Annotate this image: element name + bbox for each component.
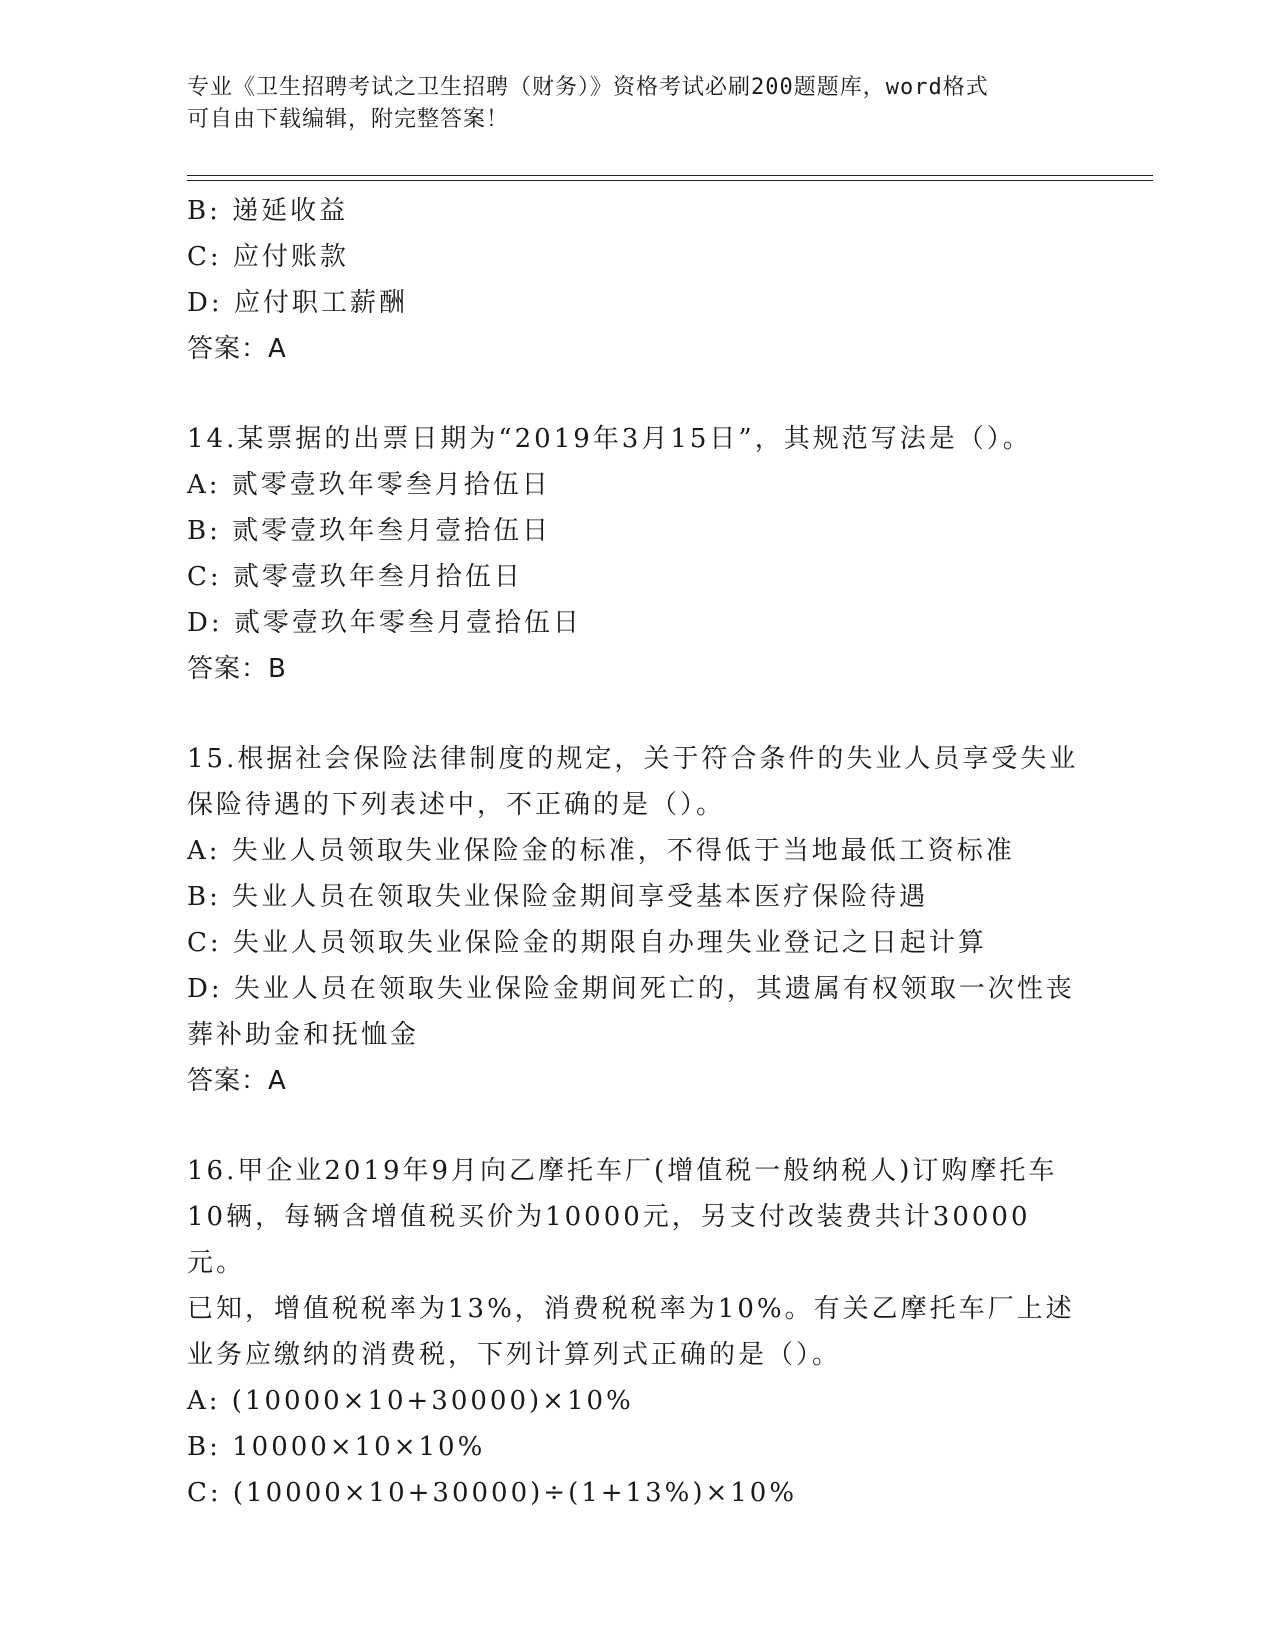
- q15-option-d: D: 失业人员在领取失业保险金期间死亡的，其遗属有权领取一次性丧: [187, 974, 1075, 1004]
- q14-option-c: C: 贰零壹玖年叁月拾伍日: [187, 562, 523, 592]
- q13-option-c: C: 应付账款: [187, 242, 349, 272]
- q16-question-line-4: 业务应缴纳的消费税，下列计算列式正确的是（）。: [187, 1340, 842, 1370]
- q14-answer: 答案：B: [187, 654, 287, 684]
- q15-option-c: C: 失业人员领取失业保险金的期限自办理失业登记之日起计算: [187, 928, 987, 958]
- q15-question-line-1: 15.根据社会保险法律制度的规定，关于符合条件的失业人员享受失业: [187, 744, 1079, 774]
- header-divider-top: [187, 175, 1153, 176]
- q15-option-a: A: 失业人员领取失业保险金的标准，不得低于当地最低工资标准: [187, 836, 1015, 866]
- q13-option-d: D: 应付职工薪酬: [187, 288, 408, 318]
- q13-answer: 答案：A: [187, 334, 287, 364]
- document-header: [187, 72, 1067, 136]
- q13-option-b: B: 递延收益: [187, 196, 349, 226]
- q14-question: 14.某票据的出票日期为“2019年3月15日”，其规范写法是（）。: [187, 424, 1032, 454]
- spacer: [187, 372, 1087, 416]
- q16-question-line-3: 已知，增值税税率为13%，消费税税率为10%。有关乙摩托车厂上述: [187, 1294, 1075, 1324]
- q16-question-line-1: 16.甲企业2019年9月向乙摩托车厂(增值税一般纳税人)订购摩托车: [187, 1156, 1058, 1186]
- header-line-2: 可自由下载编辑，附完整答案！: [187, 107, 510, 132]
- question-content: [187, 188, 1087, 1516]
- spacer: [187, 1104, 1087, 1148]
- q15-answer: 答案：A: [187, 1066, 287, 1096]
- q14-option-a: A: 贰零壹玖年零叁月拾伍日: [187, 470, 551, 500]
- q16-option-a: A: (10000×10+30000)×10%: [187, 1386, 634, 1416]
- q16-question-line-2: 10辆，每辆含增值税买价为10000元，另支付改装费共计30000元。: [187, 1202, 1031, 1278]
- q15-option-d-continued: 葬补助金和抚恤金: [187, 1020, 420, 1050]
- q15-question-line-2: 保险待遇的下列表述中，不正确的是（）。: [187, 790, 726, 820]
- q15-option-b: B: 失业人员在领取失业保险金期间享受基本医疗保险待遇: [187, 882, 929, 912]
- header-line-1: 专业《卫生招聘考试之卫生招聘（财务）》资格考试必刷200题题库，word格式: [187, 75, 989, 100]
- header-divider-bottom: [187, 180, 1153, 181]
- q14-option-b: B: 贰零壹玖年叁月壹拾伍日: [187, 516, 552, 546]
- q14-option-d: D: 贰零壹玖年零叁月壹拾伍日: [187, 608, 582, 638]
- q16-option-b: B: 10000×10×10%: [187, 1432, 486, 1462]
- spacer: [187, 692, 1087, 736]
- q16-option-c: C: (10000×10+30000)÷(1+13%)×10%: [187, 1478, 798, 1508]
